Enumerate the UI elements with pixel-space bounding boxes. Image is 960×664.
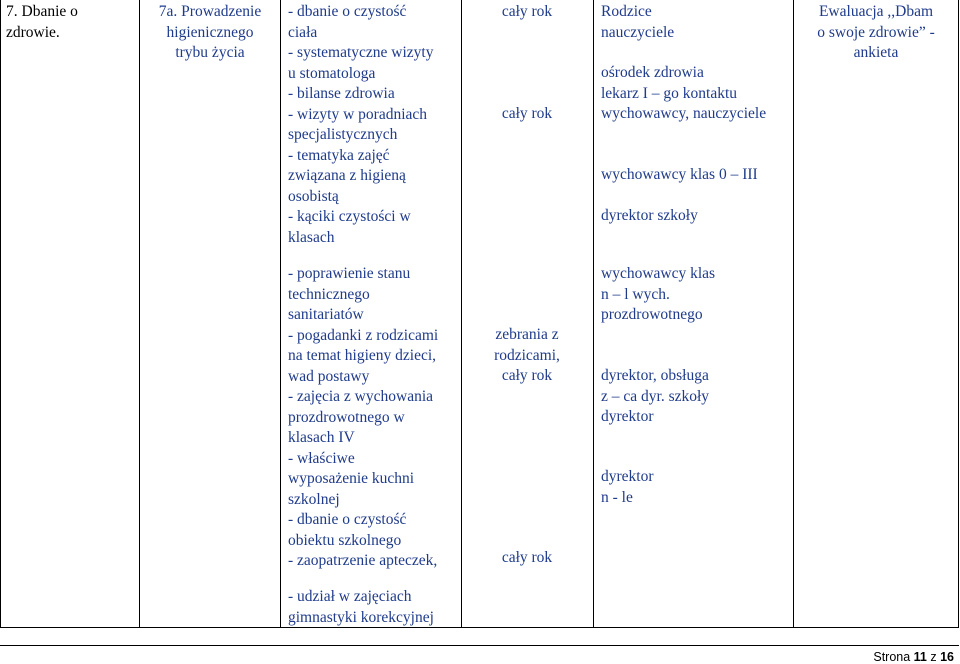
topic-cell: 7. Dbanie o zdrowie. (6, 3, 78, 41)
page-number (873, 650, 954, 664)
actions-block-3: - udział w zajęciach gimnastyki korekcyjnej (288, 588, 434, 626)
page-separator: z (926, 650, 941, 664)
term-block-1-b: cały rok (501, 105, 553, 122)
responsible-block-1-c: wychowawcy klas 0 – III (601, 166, 758, 183)
table-border-bottom (0, 627, 959, 628)
term-block-2-a: zebrania z rodzicami, cały rok (494, 326, 560, 384)
actions-block-1: - dbanie o czystość ciała - systematyczne wizyty u stomatologa - bilanse zdrowia - wizyty w poradniach specjalistycznych - tematyka zajęć związana z higieną osobistą - kąciki czystości w klasach (288, 3, 434, 246)
responsible-block-1-a: Rodzice nauczyciele (601, 3, 675, 41)
table-border-col3 (461, 0, 462, 628)
responsible-block-2-b: dyrektor, obsługa z – ca dyr. szkoły dyrektor (601, 367, 710, 425)
evaluation-cell: Ewaluacja ,,Dbam o swoje zdrowie” - ankieta (817, 3, 935, 61)
page-total: 16 (940, 650, 954, 664)
term-block-2-b: cały rok (501, 549, 553, 566)
page-current: 11 (913, 650, 927, 664)
page-label: Strona (873, 650, 914, 664)
subtopic-cell: 7a. Prowadzenie higienicznego trybu życia (158, 3, 262, 61)
responsible-block-1-d: dyrektor szkoły (601, 207, 698, 224)
responsible-block-1-b: ośrodek zdrowia lekarz I – go kontaktu wychowawcy, nauczyciele (601, 64, 767, 122)
table-border-col1 (139, 0, 140, 628)
footer-divider (0, 645, 959, 646)
responsible-block-2-a: wychowawcy klas n – l wych. prozdrowotnego (601, 265, 716, 323)
table-border-col5 (793, 0, 794, 628)
table-border-right (958, 0, 959, 628)
table-border-col2 (280, 0, 281, 628)
table-border-left (0, 0, 1, 628)
table-border-col4 (593, 0, 594, 628)
term-block-1-a: cały rok (501, 3, 553, 20)
actions-block-2: - poprawienie stanu technicznego sanitariatów - pogadanki z rodzicami na temat higieny dzieci, wad postawy - zajęcia z wychowania prozdrowotnego w klasach IV - właściwe wyposażenie kuchni szkolnej - dbanie o czystość obiektu szkolnego - zaopatrzenie apteczek, (288, 265, 439, 569)
responsible-block-2-c: dyrektor n - le (601, 468, 654, 506)
